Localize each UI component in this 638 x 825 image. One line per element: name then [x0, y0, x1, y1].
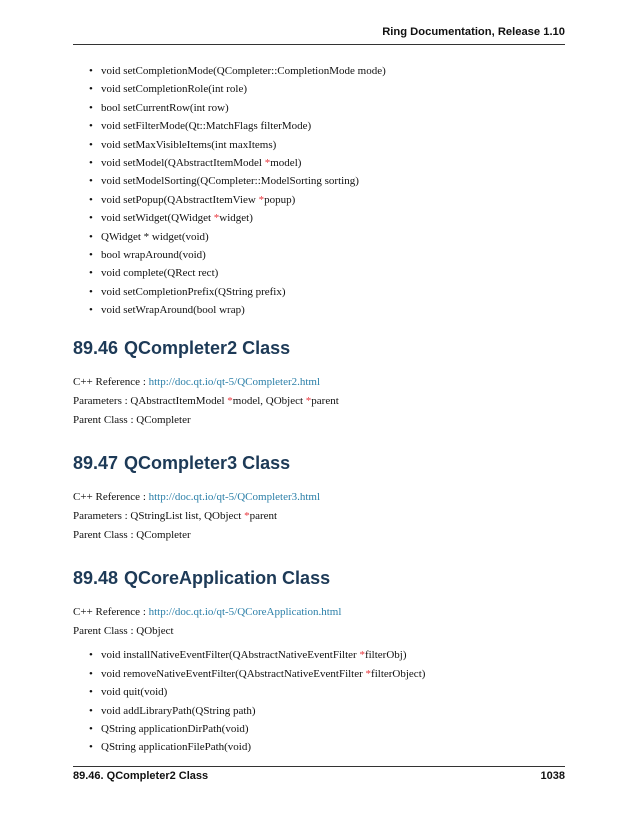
list-item — [73, 720, 565, 738]
method-list-qcoreapplication — [73, 646, 565, 756]
list-item — [73, 154, 565, 172]
header-rule — [73, 44, 565, 45]
list-item — [73, 264, 565, 282]
bullet-icon: • — [89, 65, 93, 77]
bullet-icon: • — [89, 649, 93, 662]
method-signature: QString applicationDirPath(void) — [101, 723, 249, 736]
parameters-text: Parameters : QAbstractItemModel — [73, 395, 228, 408]
method-signature: QString applicationFilePath(void) — [101, 741, 252, 754]
bullet-icon: • — [89, 193, 93, 206]
cpp-reference-line — [73, 488, 565, 507]
bullet-icon: • — [89, 175, 93, 188]
method-signature: void setModel(QAbstractItemModel — [101, 156, 265, 169]
method-list-qcompleter — [73, 62, 565, 319]
section-title: QCompleter3 Class — [124, 453, 291, 474]
bullet-icon: • — [89, 156, 93, 169]
pointer-star: * — [264, 156, 271, 169]
bullet-icon: • — [89, 101, 93, 114]
parent-class-line: Parent Class : QCompleter — [73, 529, 191, 542]
bullet-icon: • — [89, 723, 93, 736]
pointer-star: * — [213, 212, 220, 225]
bullet-icon: • — [89, 120, 93, 133]
bullet-icon: • — [89, 285, 93, 298]
cpp-reference-line — [73, 603, 565, 622]
method-signature: void setWidget(QWidget — [101, 212, 214, 225]
bullet-icon: • — [89, 83, 93, 96]
section-number: 89.48 — [73, 568, 119, 589]
pointer-star: * — [305, 395, 312, 408]
cpp-reference-link[interactable]: http://doc.qt.io/qt-5/QCompleter2.html — [148, 376, 321, 389]
cpp-reference-line — [73, 373, 565, 392]
parameters-text: parent — [249, 510, 278, 523]
parameters-text: model, QObject — [232, 395, 306, 408]
method-signature: void quit(void) — [101, 686, 168, 699]
list-item — [73, 191, 565, 209]
section-heading-89-47 — [73, 450, 565, 476]
list-item — [73, 99, 565, 117]
method-signature: model) — [270, 156, 302, 169]
list-item — [73, 228, 565, 246]
footer-section-label: 89.46. QCompleter2 Class — [73, 770, 209, 782]
parameters-text: parent — [311, 395, 339, 408]
running-header: Ring Documentation, Release 1.10 — [382, 26, 565, 38]
list-item — [73, 172, 565, 190]
section-title: QCoreApplication Class — [124, 568, 331, 589]
method-signature: void removeNativeEventFilter(QAbstractNativeEventFilter — [101, 667, 366, 680]
section-title: QCompleter2 Class — [124, 338, 291, 359]
list-item — [73, 117, 565, 135]
section-number: 89.47 — [73, 453, 119, 474]
method-signature: filterObject) — [371, 667, 426, 680]
cpp-reference-link[interactable]: http://doc.qt.io/qt-5/QCompleter3.html — [148, 491, 321, 504]
method-signature: void setCompletionMode(QCompleter::CompletionMode mode) — [101, 65, 386, 77]
parent-class-line: Parent Class : QObject — [73, 625, 174, 638]
method-signature: widget) — [219, 212, 253, 225]
list-item — [73, 702, 565, 720]
bullet-icon: • — [89, 230, 93, 243]
bullet-icon: • — [89, 248, 93, 261]
method-signature: QWidget * widget(void) — [101, 230, 209, 243]
pointer-star: * — [244, 510, 250, 523]
method-signature: void setFilterMode(Qt::MatchFlags filterMode) — [101, 120, 312, 133]
method-signature: bool wrapAround(void) — [101, 248, 206, 261]
method-signature: void complete(QRect rect) — [101, 267, 219, 280]
bullet-icon: • — [89, 704, 93, 717]
method-signature: filterObj) — [364, 649, 407, 662]
list-item — [73, 209, 565, 227]
parent-class-line: Parent Class : QCompleter — [73, 414, 191, 427]
method-signature: bool setCurrentRow(int row) — [101, 101, 229, 114]
section-number: 89.46 — [73, 338, 119, 359]
bullet-icon: • — [89, 741, 93, 754]
method-signature: void setCompletionRole(int role) — [101, 83, 248, 96]
list-item — [73, 683, 565, 701]
pointer-star: * — [258, 193, 265, 206]
bullet-icon: • — [89, 667, 93, 680]
method-signature: void addLibraryPath(QString path) — [101, 704, 256, 717]
cpp-reference-label: C++ Reference : — [73, 376, 149, 389]
cpp-reference-label: C++ Reference : — [73, 491, 149, 504]
list-item — [73, 80, 565, 98]
pointer-star: * — [365, 667, 372, 680]
cpp-reference-label: C++ Reference : — [73, 606, 149, 619]
list-item — [73, 301, 565, 319]
bullet-icon: • — [89, 267, 93, 280]
page-content — [73, 62, 565, 757]
bullet-icon: • — [89, 686, 93, 699]
section-heading-89-46 — [73, 335, 565, 361]
pointer-star: * — [227, 395, 233, 408]
page-number: 1038 — [540, 770, 565, 782]
parameters-text: Parameters : QStringList list, QObject — [73, 510, 245, 523]
method-signature: void setCompletionPrefix(QString prefix) — [101, 285, 286, 298]
list-item — [73, 665, 565, 683]
method-signature: void setWrapAround(bool wrap) — [101, 304, 245, 317]
section-heading-89-48 — [73, 565, 565, 591]
bullet-icon: • — [89, 304, 93, 317]
cpp-reference-link[interactable]: http://doc.qt.io/qt-5/QCoreApplication.html — [148, 606, 342, 619]
method-signature: void setModelSorting(QCompleter::ModelSorting sorting) — [101, 175, 359, 188]
list-item — [73, 62, 565, 80]
list-item — [73, 246, 565, 264]
pointer-star: * — [359, 649, 365, 662]
method-signature: void setMaxVisibleItems(int maxItems) — [101, 138, 277, 151]
method-signature: popup) — [264, 193, 296, 206]
bullet-icon: • — [89, 138, 93, 151]
method-signature: void installNativeEventFilter(QAbstractNativeEventFilter — [101, 649, 360, 662]
parameters-line — [73, 392, 565, 411]
list-item — [73, 283, 565, 301]
list-item — [73, 136, 565, 154]
list-item — [73, 738, 565, 756]
bullet-icon: • — [89, 212, 93, 225]
list-item — [73, 646, 565, 664]
method-signature: void setPopup(QAbstractItemView — [101, 193, 259, 206]
parameters-line — [73, 507, 565, 526]
footer-rule — [73, 766, 565, 767]
